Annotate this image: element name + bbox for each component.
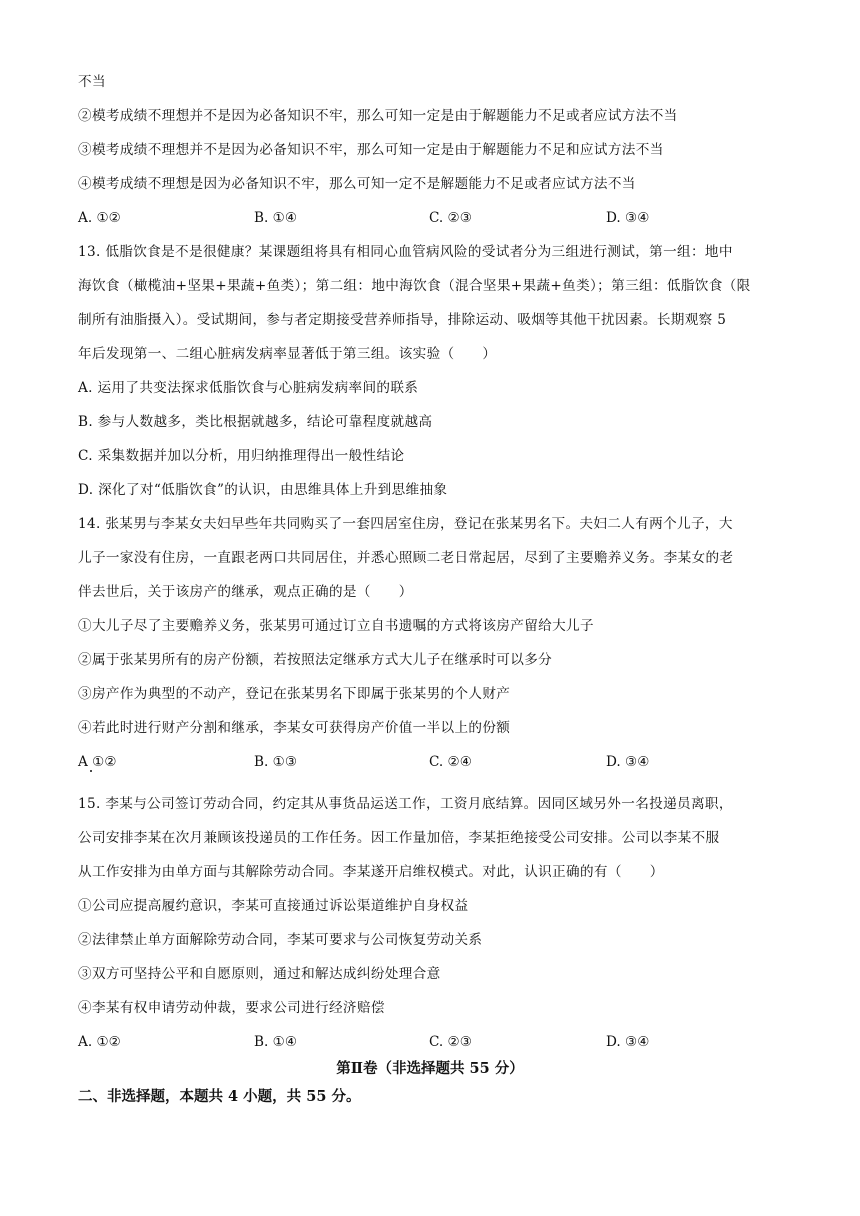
q14-statement-3: ③房产作为典型的不动产，登记在张某男名下即属于张某男的个人财产 [78, 686, 511, 702]
q13-stem-line-1: 13. 低脂饮食是不是很健康？某课题组将具有相同心血管病风险的受试者分为三组进行测试，第一组：地中 [78, 244, 733, 260]
q15-statement-2: ②法律禁止单方面解除劳动合同，李某可要求与公司恢复劳动关系 [78, 932, 483, 948]
q14-stem-line-3: 伴去世后，关于该房产的继承，观点正确的是（ ） [78, 584, 413, 600]
q15-answer-d[interactable]: D. ③④ [606, 1034, 650, 1050]
q14-answer-c[interactable]: C. ②④ [429, 754, 472, 770]
q13-option-c[interactable]: C. 采集数据并加以分析，用归纳推理得出一般性结论 [78, 448, 405, 464]
part-two-title: 第Ⅱ卷（非选择题共 55 分） [336, 1060, 524, 1077]
q14-answer-d[interactable]: D. ③④ [606, 754, 650, 770]
q15-statement-1: ①公司应提高履约意识，李某可直接通过诉讼渠道维护自身权益 [78, 898, 469, 914]
part-two-heading: 二、非选择题，本题共 4 小题，共 55 分。 [78, 1088, 361, 1105]
q13-option-d[interactable]: D. 深化了对“低脂饮食”的认识，由思维具体上升到思维抽象 [78, 482, 448, 498]
q15-answer-options [78, 1032, 788, 1052]
q12-option-1-continuation: 不当 [78, 74, 106, 90]
q12-statement-2: ②模考成绩不理想并不是因为必备知识不牢，那么可知一定是由于解题能力不足或者应试方法不当 [78, 108, 678, 124]
q13-stem-line-4: 年后发现第一、二组心脏病发病率显著低于第三组。该实验（ ） [78, 346, 497, 362]
q12-answer-options [78, 208, 788, 228]
q14-answer-options [78, 752, 788, 772]
q14-statement-1: ①大儿子尽了主要赡养义务，张某男可通过订立自书遗嘱的方式将该房产留给大儿子 [78, 618, 594, 634]
q12-answer-b[interactable]: B. ①④ [254, 210, 298, 226]
q15-answer-b[interactable]: B. ①④ [254, 1034, 298, 1050]
q12-statement-3: ③模考成绩不理想并不是因为必备知识不牢，那么可知一定是由于解题能力不足和应试方法不当 [78, 142, 664, 158]
q14-answer-a[interactable]: A ①② [78, 754, 117, 770]
q12-answer-d[interactable]: D. ③④ [606, 210, 650, 226]
q13-stem-line-3: 制所有油脂摄入）。受试期间，参与者定期接受营养师指导，排除运动、吸烟等其他干扰因素。长期观察 5 [78, 312, 727, 328]
q12-answer-a[interactable]: A. ①② [78, 210, 121, 226]
q14-answer-b[interactable]: B. ①③ [254, 754, 298, 770]
q13-option-a[interactable]: A. 运用了共变法探求低脂饮食与心脏病发病率间的联系 [78, 380, 419, 396]
q14-stem-line-2: 儿子一家没有住房，一直跟老两口共同居住，并悉心照顾二老日常起居，尽到了主要赡养义务。李某女的老 [78, 550, 734, 566]
q13-stem-line-2: 海饮食（橄榄油+坚果+果蔬+鱼类）；第二组：地中海饮食（混合坚果+果蔬+鱼类）；第三组：低脂饮食（限 [78, 278, 751, 294]
q12-answer-c[interactable]: C. ②③ [429, 210, 472, 226]
q15-stem-line-2: 公司安排李某在次月兼顾该投递员的工作任务。因工作量加倍，李某拒绝接受公司安排。公司以李某不服 [78, 830, 720, 846]
q15-answer-c[interactable]: C. ②③ [429, 1034, 472, 1050]
q15-statement-4: ④李某有权申请劳动仲裁，要求公司进行经济赔偿 [78, 1000, 385, 1016]
stray-dot-mark [90, 770, 92, 772]
q12-statement-4: ④模考成绩不理想是因为必备知识不牢，那么可知一定不是解题能力不足或者应试方法不当 [78, 176, 636, 192]
q15-stem-line-1: 15. 李某与公司签订劳动合同，约定其从事货品运送工作，工资月底结算。因同区域另外一名投递员离职， [78, 796, 733, 812]
q13-option-b[interactable]: B. 参与人数越多，类比根据就越多，结论可靠程度就越高 [78, 414, 433, 430]
q15-answer-a[interactable]: A. ①② [78, 1034, 121, 1050]
q14-statement-2: ②属于张某男所有的房产份额，若按照法定继承方式大儿子在继承时可以多分 [78, 652, 553, 668]
q15-stem-line-3: 从工作安排为由单方面与其解除劳动合同。李某遂开启维权模式。对此，认识正确的有（ ） [78, 864, 664, 880]
q15-statement-3: ③双方可坚持公平和自愿原则，通过和解达成纠纷处理合意 [78, 966, 441, 982]
q14-statement-4: ④若此时进行财产分割和继承，李某女可获得房产价值一半以上的份额 [78, 720, 511, 736]
q14-stem-line-1: 14. 张某男与李某女夫妇早些年共同购买了一套四居室住房，登记在张某男名下。夫妇二人有两个儿子，大 [78, 516, 733, 532]
